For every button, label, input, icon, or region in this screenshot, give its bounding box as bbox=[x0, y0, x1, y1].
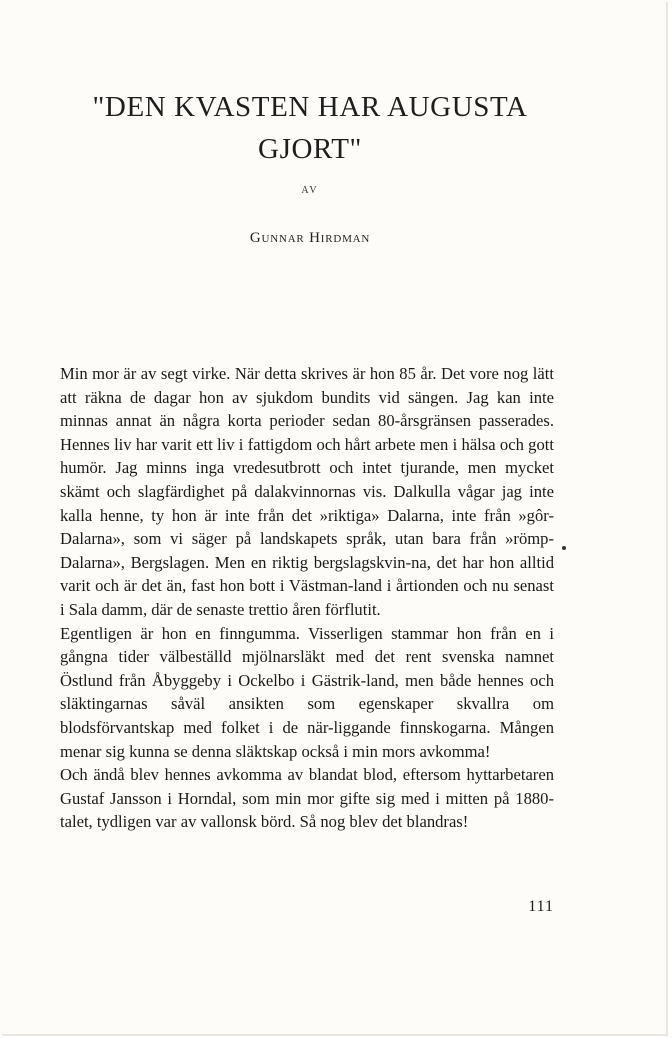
paragraph-1: Min mor är av segt virke. När detta skrives är hon 85 år. Det vore nog lätt att räkna de dagar hon av sjukdom bundits vid sängen. Jag kan inte minnas annat än några korta perioder sedan 80-årsgränsen passerades. Hennes liv har varit ett liv i fattigdom och hårt arbete men i hälsa och gott humör. Jag minns inga vredesutbrott och intet tjurande, men mycket skämt och slagfärdighet på dalakvinnornas vis. Dalkulla vågar jag inte kalla henne, ty hon är inte från det »riktiga» Dalarna, inte från »gôr-Dalarna», som vi säger på landskapets språk, utan bara från »römp-Dalarna», Bergslagen. Men en riktig bergslagskvin-na, det har hon alltid varit och är det än, fast hon bott i Västman-land i årtionden och nu senast i Sala damm, där de senaste trettio åren förflutit. bbox=[60, 364, 554, 619]
margin-dot-mark bbox=[562, 546, 566, 550]
byline-word: AV bbox=[301, 185, 319, 196]
page-number: 111 bbox=[528, 898, 554, 915]
title-line-2: GJORT" bbox=[258, 133, 362, 165]
paragraph-2: Egentligen är hon en finngumma. Visserligen stammar hon från en i gångna tider välbeställd mjölnarsläkt med det rent svenska namnet Östlund från Åbyggeby i Ockelbo i Gästrik-land, men både hennes och släktingarnas såväl ansikten som egenskaper skvallra om blodsförvantskap med folket i de när-liggande finnskogarna. Mången menar sig kunna se denna släktskap också i min mors avkomma! bbox=[60, 623, 554, 761]
article-body bbox=[60, 362, 554, 834]
paragraph-3: Och ändå blev hennes avkomma av blandat blod, eftersom hyttarbetaren Gustaf Jansson i Horndal, som min mor gifte sig med i mitten på 1880-talet, tydligen var av vallonsk börd. Så nog blev det blandras! bbox=[60, 765, 554, 832]
title-line-1: "DEN KVASTEN HAR AUGUSTA bbox=[92, 91, 528, 123]
article-title bbox=[60, 86, 560, 170]
author-name: Gunnar Hirdman bbox=[249, 230, 371, 246]
